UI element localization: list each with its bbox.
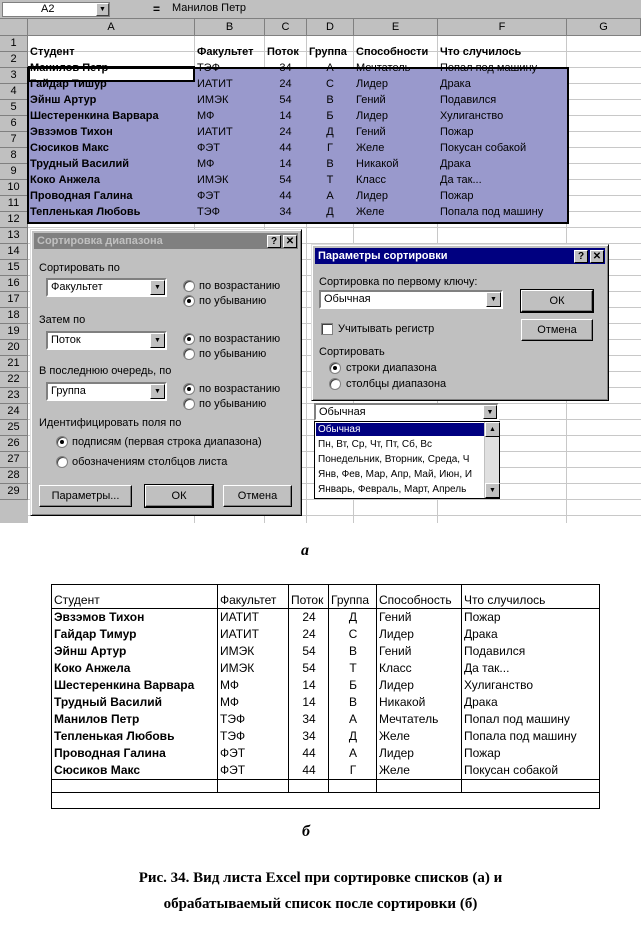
table-rule <box>52 792 599 793</box>
sort-by-label: Сортировать по <box>39 262 120 274</box>
sorted-table-cell: Д <box>348 610 358 624</box>
last-by-combo[interactable] <box>46 382 167 401</box>
figure-label-a: а <box>301 542 309 559</box>
sorted-table-cell: Б <box>349 678 357 692</box>
sheet-cell[interactable]: Б <box>326 110 334 122</box>
sheet-cell[interactable]: Класс <box>356 174 386 186</box>
sheet-cell[interactable]: 44 <box>279 190 292 202</box>
dropdown-list-item[interactable]: Обычная <box>316 423 484 436</box>
sort-by-value: Факультет <box>51 281 103 293</box>
sorted-table-cell: ФЭТ <box>220 746 246 760</box>
identify-by-labels-label[interactable]: подписям (первая строка диапазона) <box>72 436 262 448</box>
table-column-line <box>376 585 377 792</box>
cancel-button[interactable]: Отмена <box>223 485 292 507</box>
row-header-20[interactable]: 20 <box>0 340 28 356</box>
sort-by-combo[interactable] <box>46 278 167 297</box>
row-header-23[interactable]: 23 <box>0 388 28 404</box>
sort-rows-radio[interactable] <box>329 362 341 374</box>
sorted-table-cell: ТЭФ <box>220 729 246 743</box>
sorted-table-cell: 54 <box>302 644 316 658</box>
sheet-cell[interactable]: Проводная Галина <box>30 190 133 202</box>
sheet-cell[interactable]: Шестеренкина Варвара <box>30 110 159 122</box>
sort-rows-label[interactable]: строки диапазона <box>346 362 437 374</box>
scroll-up-icon[interactable]: ▲ <box>485 422 500 437</box>
parameters-button[interactable]: Параметры... <box>39 485 132 507</box>
sorted-table-cell: Эйнш Артур <box>54 644 127 658</box>
sheet-cell[interactable]: Желе <box>356 206 385 218</box>
table-column-line <box>288 585 289 792</box>
sort-options-dialog-title[interactable]: Параметры сортировки <box>315 248 605 264</box>
sorted-table-cell: В <box>348 695 357 709</box>
sorted-header-cell: Способность <box>379 593 452 607</box>
row-header-6[interactable]: 6 <box>0 116 28 132</box>
row-header-14[interactable]: 14 <box>0 244 28 260</box>
sheet-cell[interactable]: ТЭФ <box>197 62 220 74</box>
sorted-table-cell: А <box>348 712 357 726</box>
help-icon[interactable]: ? <box>267 235 281 248</box>
row-header-2[interactable]: 2 <box>0 52 28 68</box>
sorted-table-cell: 24 <box>302 627 316 641</box>
sorted-table-cell: ИМЭК <box>220 661 255 675</box>
sheet-cell[interactable]: Д <box>326 126 334 138</box>
row-header-17[interactable]: 17 <box>0 292 28 308</box>
column-header-g[interactable]: G <box>567 19 641 36</box>
sheet-cell[interactable]: А <box>326 62 334 74</box>
sorted-table-cell: Мечтатель <box>379 712 439 726</box>
close-icon[interactable]: ✕ <box>590 250 604 263</box>
name-box[interactable]: A2 <box>2 2 110 17</box>
chevron-down-icon[interactable]: ▼ <box>483 405 497 419</box>
sheet-cell[interactable]: Мечтатель <box>356 62 411 74</box>
dropdown-list-item[interactable]: Январь, Февраль, Март, Апрель <box>318 484 467 495</box>
sorted-table-cell: ИАТИТ <box>220 610 259 624</box>
sheet-cell[interactable]: 24 <box>279 78 292 90</box>
sheet-cell[interactable]: 44 <box>279 142 292 154</box>
sheet-cell[interactable]: Хулиганство <box>440 110 504 122</box>
sorted-header-cell: Студент <box>54 593 100 607</box>
sorted-table-cell: А <box>348 746 357 760</box>
sheet-cell[interactable]: МФ <box>197 158 215 170</box>
sorted-header-cell: Поток <box>291 593 324 607</box>
sheet-cell[interactable]: В <box>326 158 334 170</box>
sheet-cell[interactable]: Лидер <box>356 190 389 202</box>
sheet-cell[interactable]: Желе <box>356 142 385 154</box>
sheet-cell[interactable]: Гений <box>356 126 386 138</box>
sorted-table-cell: Лидер <box>379 627 414 641</box>
then-by-combo[interactable] <box>46 331 167 350</box>
sort-columns-label[interactable]: столбцы диапазона <box>346 378 447 390</box>
sheet-cell[interactable]: Пожар <box>440 126 474 138</box>
identify-fields-label: Идентифицировать поля по <box>39 417 182 429</box>
sorted-header-cell: Группа <box>331 593 370 607</box>
identify-by-columns-label[interactable]: обозначениям столбцов листа <box>72 456 228 468</box>
sort-by-descending-label[interactable]: по убыванию <box>199 295 267 307</box>
sorted-table-cell: В <box>348 644 357 658</box>
last-by-ascending-radio[interactable] <box>183 383 195 395</box>
sorted-table-cell: Гений <box>379 610 412 624</box>
last-by-descending-label[interactable]: по убыванию <box>199 398 267 410</box>
sorted-table-cell: Тепленькая Любовь <box>54 729 175 743</box>
row-header-22[interactable]: 22 <box>0 372 28 388</box>
column-header-b[interactable]: B <box>195 19 265 36</box>
caption-line-1: Рис. 34. Вид листа Excel при сортировке списков (а) и <box>138 870 503 886</box>
sheet-cell[interactable]: Лидер <box>356 78 389 90</box>
sorted-table-cell: 14 <box>302 695 316 709</box>
row-header-16[interactable]: 16 <box>0 276 28 292</box>
sorted-table-cell: Класс <box>379 661 412 675</box>
caption-line-2: обрабатываемый список после сортировки (б) <box>163 896 478 912</box>
sheet-cell[interactable]: 24 <box>279 126 292 138</box>
sorted-table-cell: Манилов Петр <box>54 712 140 726</box>
row-header-29[interactable]: 29 <box>0 484 28 500</box>
sort-by-descending-radio[interactable] <box>183 295 195 307</box>
sort-options-dialog <box>311 244 609 401</box>
sheet-cell[interactable]: В <box>326 94 334 106</box>
sorted-table-cell: Желе <box>379 729 410 743</box>
sort-columns-radio[interactable] <box>329 378 341 390</box>
row-header-13[interactable]: 13 <box>0 228 28 244</box>
row-header-4[interactable]: 4 <box>0 84 28 100</box>
select-all-corner[interactable] <box>0 19 28 36</box>
row-header-19[interactable]: 19 <box>0 324 28 340</box>
sorted-table-cell: Г <box>349 763 357 777</box>
sorted-table-cell: Гений <box>379 644 412 658</box>
sheet-cell[interactable]: Попал под машину <box>440 62 538 74</box>
sorted-table-cell: Драка <box>464 695 498 709</box>
header-cell[interactable]: Группа <box>309 46 347 58</box>
then-by-descending-radio[interactable] <box>183 348 195 360</box>
dropdown-list-item[interactable]: Пн, Вт, Ср, Чт, Пт, Сб, Вс <box>318 439 433 450</box>
sorted-table-cell: Лидер <box>379 678 414 692</box>
sheet-cell[interactable]: 34 <box>279 206 292 218</box>
table-column-line <box>461 585 462 792</box>
sheet-cell[interactable]: ФЭТ <box>197 142 220 154</box>
sorted-table-cell: 34 <box>302 712 316 726</box>
column-header-c[interactable]: C <box>265 19 307 36</box>
sheet-cell[interactable]: Г <box>327 142 333 154</box>
sheet-cell[interactable]: ИМЭК <box>197 174 229 186</box>
formula-content[interactable]: Манилов Петр <box>172 2 246 14</box>
header-cell[interactable]: Что случилось <box>440 46 522 58</box>
sorted-table-cell: Подавился <box>464 644 526 658</box>
sheet-cell[interactable]: А <box>326 190 334 202</box>
header-cell[interactable]: Поток <box>267 46 299 58</box>
sorted-table-cell: ИМЭК <box>220 644 255 658</box>
sort-range-dialog <box>30 229 302 516</box>
sheet-cell[interactable]: Т <box>326 174 334 186</box>
sorted-table-cell: ТЭФ <box>220 712 246 726</box>
column-header-f[interactable]: F <box>438 19 567 36</box>
table-column-line <box>328 585 329 792</box>
sort-by-ascending-label[interactable]: по возрастанию <box>199 280 281 292</box>
ok-button[interactable]: ОК <box>521 290 593 312</box>
sorted-table-cell: Шестеренкина Варвара <box>54 678 195 692</box>
sorted-table-cell: Д <box>348 729 358 743</box>
dropdown-scrollbar[interactable] <box>484 422 499 498</box>
identify-by-labels-radio[interactable] <box>56 436 68 448</box>
sheet-cell[interactable]: 54 <box>279 94 292 106</box>
sorted-table-cell: Желе <box>379 763 410 777</box>
last-by-value: Группа <box>51 385 86 397</box>
sheet-cell[interactable]: Тепленькая Любовь <box>30 206 141 218</box>
first-key-dropdown-combo[interactable] <box>314 403 499 421</box>
sorted-table-cell: Никакой <box>379 695 426 709</box>
row-header-8[interactable]: 8 <box>0 148 28 164</box>
sheet-cell[interactable]: 14 <box>279 158 292 170</box>
sort-range-dialog-title[interactable]: Сортировка диапазона <box>34 233 298 249</box>
sorted-table-cell: МФ <box>220 678 239 692</box>
sheet-cell[interactable]: С <box>326 78 334 90</box>
then-by-label: Затем по <box>39 314 86 326</box>
sorted-table-cell: 44 <box>302 746 316 760</box>
sheet-cell[interactable]: Пожар <box>440 190 474 202</box>
sorted-table-cell: ФЭТ <box>220 763 246 777</box>
sheet-cell[interactable]: ИАТИТ <box>197 78 233 90</box>
sorted-table-cell: Сюсиков Макс <box>54 763 141 777</box>
last-by-label: В последнюю очередь, по <box>39 365 172 377</box>
sorted-table-cell: Эвзэмов Тихон <box>54 610 145 624</box>
row-header-28[interactable]: 28 <box>0 468 28 484</box>
sorted-table-cell: Пожар <box>464 746 501 760</box>
row-header-3[interactable]: 3 <box>0 68 28 84</box>
sheet-cell[interactable]: 34 <box>279 62 292 74</box>
sheet-cell[interactable]: Покусан собакой <box>440 142 527 154</box>
name-box-dropdown-icon[interactable]: ▼ <box>96 3 109 16</box>
sheet-cell[interactable]: ИАТИТ <box>197 126 233 138</box>
close-icon[interactable]: ✕ <box>283 235 297 248</box>
chevron-down-icon[interactable]: ▼ <box>150 333 165 348</box>
row-header-7[interactable]: 7 <box>0 132 28 148</box>
help-icon[interactable]: ? <box>574 250 588 263</box>
column-header-e[interactable]: E <box>354 19 438 36</box>
sorted-table-cell: 24 <box>302 610 316 624</box>
last-by-ascending-label[interactable]: по возрастанию <box>199 383 281 395</box>
row-header-9[interactable]: 9 <box>0 164 28 180</box>
then-by-descending-label[interactable]: по убыванию <box>199 348 267 360</box>
row-header-12[interactable]: 12 <box>0 212 28 228</box>
sorted-table-cell: Пожар <box>464 610 501 624</box>
sorted-table-cell: Коко Анжела <box>54 661 131 675</box>
sorted-table-cell: Попала под машину <box>464 729 577 743</box>
sheet-cell[interactable]: 54 <box>279 174 292 186</box>
sheet-cell[interactable]: Коко Анжела <box>30 174 101 186</box>
cancel-button[interactable]: Отмена <box>521 319 593 341</box>
sheet-cell[interactable]: Подавился <box>440 94 497 106</box>
row-header-25[interactable]: 25 <box>0 420 28 436</box>
sheet-cell[interactable]: Гений <box>356 94 386 106</box>
sorted-table-cell: 44 <box>302 763 316 777</box>
sheet-cell[interactable]: Да так... <box>440 174 482 186</box>
sheet-cell[interactable]: Д <box>326 206 334 218</box>
sheet-cell[interactable]: ИМЭК <box>197 94 229 106</box>
figure-label-b: б <box>302 823 310 840</box>
sorted-table-cell: 34 <box>302 729 316 743</box>
first-key-value: Обычная <box>324 293 371 305</box>
sheet-cell[interactable]: Никакой <box>356 158 399 170</box>
scroll-down-icon[interactable]: ▼ <box>485 483 500 498</box>
identify-by-columns-radio[interactable] <box>56 456 68 468</box>
sheet-cell[interactable]: Сюсиков Макс <box>30 142 109 154</box>
sorted-header-cell: Что случилось <box>464 593 546 607</box>
chevron-down-icon[interactable]: ▼ <box>486 292 501 307</box>
sheet-cell[interactable]: Эйнш Артур <box>30 94 97 106</box>
row-header-5[interactable]: 5 <box>0 100 28 116</box>
dropdown-list-item[interactable]: Янв, Фев, Мар, Апр, Май, Июн, И <box>318 469 473 480</box>
row-header-21[interactable]: 21 <box>0 356 28 372</box>
sorted-table-cell: 54 <box>302 661 316 675</box>
column-header-a[interactable]: A <box>28 19 195 36</box>
sorted-table-cell: Т <box>349 661 357 675</box>
sorted-table-cell: МФ <box>220 695 239 709</box>
row-header-11[interactable]: 11 <box>0 196 28 212</box>
sheet-cell[interactable]: ТЭФ <box>197 206 220 218</box>
sheet-cell[interactable]: Драка <box>440 158 471 170</box>
sorted-table-cell: Попал под машину <box>464 712 570 726</box>
table-rule <box>52 779 599 780</box>
last-by-descending-radio[interactable] <box>183 398 195 410</box>
column-header-d[interactable]: D <box>307 19 354 36</box>
header-cell[interactable]: Факультет <box>197 46 254 58</box>
sheet-cell[interactable]: Лидер <box>356 110 389 122</box>
chevron-down-icon[interactable]: ▼ <box>150 280 165 295</box>
row-header-24[interactable]: 24 <box>0 404 28 420</box>
sorted-table-cell: ИАТИТ <box>220 627 259 641</box>
sorted-table-cell: Лидер <box>379 746 414 760</box>
sorted-table-cell: С <box>348 627 358 641</box>
row-header-1[interactable]: 1 <box>0 36 28 52</box>
sorted-table-cell: Покусан собакой <box>464 763 559 777</box>
sheet-cell[interactable]: Гайдар Тишур <box>30 78 107 90</box>
sheet-cell[interactable]: Эвзэмов Тихон <box>30 126 113 138</box>
sorted-table-cell: Хулиганство <box>464 678 534 692</box>
dropdown-list-item[interactable]: Понедельник, Вторник, Среда, Ч <box>318 454 470 465</box>
row-header-26[interactable]: 26 <box>0 436 28 452</box>
sort-direction-label: Сортировать <box>319 346 385 358</box>
sheet-cell[interactable]: Драка <box>440 78 471 90</box>
then-by-value: Поток <box>51 334 81 346</box>
dropdown-selected-value: Обычная <box>319 406 366 418</box>
row-header-15[interactable]: 15 <box>0 260 28 276</box>
sorted-table <box>51 584 600 809</box>
table-column-line <box>217 585 218 792</box>
sorted-table-cell: Драка <box>464 627 498 641</box>
ok-button[interactable]: ОК <box>145 485 213 507</box>
chevron-down-icon[interactable]: ▼ <box>150 384 165 399</box>
sorted-table-cell: 14 <box>302 678 316 692</box>
sheet-cell[interactable]: ФЭТ <box>197 190 220 202</box>
row-header-10[interactable]: 10 <box>0 180 28 196</box>
sorted-table-cell: Гайдар Тимур <box>54 627 137 641</box>
sheet-cell[interactable]: МФ <box>197 110 215 122</box>
row-header-27[interactable]: 27 <box>0 452 28 468</box>
then-by-ascending-label[interactable]: по возрастанию <box>199 333 281 345</box>
case-sensitive-checkbox[interactable] <box>321 323 333 335</box>
sort-by-ascending-radio[interactable] <box>183 280 195 292</box>
sorted-header-cell: Факультет <box>220 593 277 607</box>
case-sensitive-label[interactable]: Учитывать регистр <box>338 323 435 335</box>
sheet-cell[interactable]: 14 <box>279 110 292 122</box>
first-key-label: Сортировка по первому ключу: <box>319 276 478 288</box>
sheet-cell[interactable]: Попала под машину <box>440 206 544 218</box>
formula-bar <box>0 0 641 19</box>
sort-order-dropdown-list <box>314 421 500 499</box>
sorted-table-cell: Да так... <box>464 661 510 675</box>
sheet-cell[interactable]: Манилов Петр <box>30 62 109 74</box>
row-header-18[interactable]: 18 <box>0 308 28 324</box>
sheet-cell[interactable]: Трудный Василий <box>30 158 130 170</box>
sorted-table-cell: Трудный Василий <box>54 695 163 709</box>
header-cell[interactable]: Студент <box>30 46 75 58</box>
sorted-table-cell: Проводная Галина <box>54 746 166 760</box>
equals-sign: = <box>153 2 161 16</box>
then-by-ascending-radio[interactable] <box>183 333 195 345</box>
header-cell[interactable]: Способности <box>356 46 429 58</box>
first-key-combo[interactable] <box>319 290 503 309</box>
